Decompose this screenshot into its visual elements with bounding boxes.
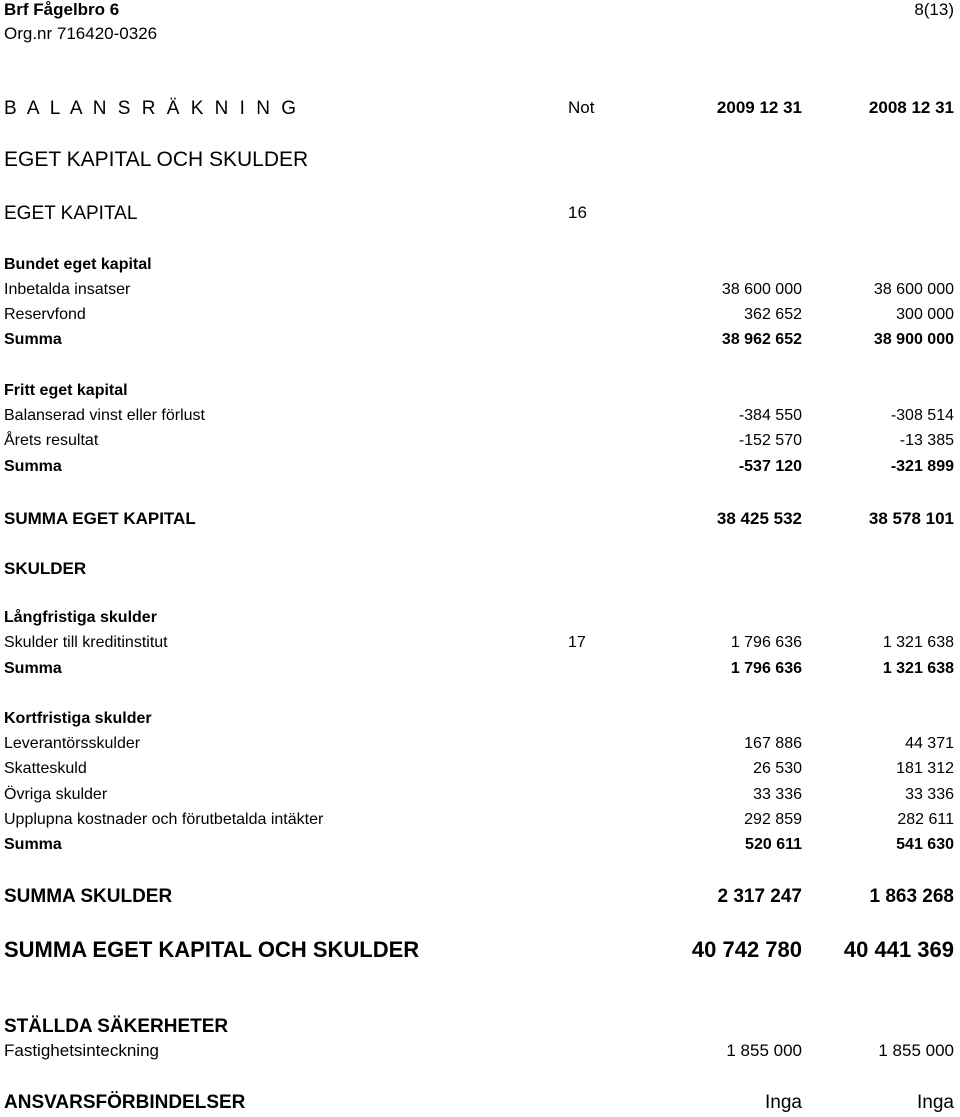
col-2008-header: 2008 12 31 <box>868 98 954 117</box>
page-number: 8(13) <box>914 0 954 19</box>
contingent-2008: Inga <box>917 1092 954 1113</box>
value-2009: -384 550 <box>738 407 802 424</box>
table-row <box>0 281 960 305</box>
row-label: Reservfond <box>4 306 86 323</box>
org-number: Org.nr 716420-0326 <box>4 24 158 43</box>
liabilities-heading-row <box>0 559 960 583</box>
long-term-heading-row <box>0 609 960 633</box>
table-row <box>0 735 960 759</box>
sum-label: Summa <box>4 660 62 677</box>
sum-2009: -537 120 <box>738 458 802 475</box>
table-row <box>0 432 960 456</box>
value-2008: 33 336 <box>905 786 954 803</box>
table-row <box>0 1041 960 1065</box>
sum-2009: 38 962 652 <box>721 331 802 348</box>
liabilities-total-2008: 1 863 268 <box>869 886 954 907</box>
col-2009-header: 2009 12 31 <box>716 98 802 117</box>
report-title: B A L A N S R Ä K N I N G <box>4 98 299 119</box>
liabilities-total-row <box>0 886 960 910</box>
sum-label: Summa <box>4 458 62 475</box>
row-label: Leverantörsskulder <box>4 735 141 752</box>
long-term-heading: Långfristiga skulder <box>4 609 157 626</box>
grand-total-label: SUMMA EGET KAPITAL OCH SKULDER <box>4 937 420 962</box>
value-2009: -152 570 <box>738 432 802 449</box>
equity-total-label: SUMMA EGET KAPITAL <box>4 509 196 528</box>
value-2009: 292 859 <box>744 811 802 828</box>
row-label: Skatteskuld <box>4 760 87 777</box>
row-label: Balanserad vinst eller förlust <box>4 407 205 424</box>
row-label: Upplupna kostnader och förutbetalda intäkter <box>4 811 324 828</box>
value-2009: 33 336 <box>753 786 802 803</box>
section-title-row <box>0 148 960 172</box>
sum-2008: 38 900 000 <box>873 331 954 348</box>
grand-total-2009: 40 742 780 <box>691 937 802 962</box>
contingent-label: ANSVARSFÖRBINDELSER <box>4 1092 246 1113</box>
sum-2008: 1 321 638 <box>882 660 954 677</box>
org-number-row <box>0 24 960 48</box>
grand-total-2008: 40 441 369 <box>843 937 954 962</box>
sum-row <box>0 660 960 684</box>
contingent-row <box>0 1092 960 1116</box>
table-row <box>0 786 960 810</box>
sum-row <box>0 331 960 355</box>
equity-note: 16 <box>568 203 587 222</box>
table-row <box>0 811 960 835</box>
value-2008: 1 321 638 <box>882 634 954 651</box>
row-note: 17 <box>568 634 586 651</box>
value-2008: 1 855 000 <box>878 1041 954 1060</box>
liabilities-total-label: SUMMA SKULDER <box>4 886 173 907</box>
value-2009: 1 796 636 <box>730 634 802 651</box>
equity-heading: EGET KAPITAL <box>4 203 138 224</box>
fritt-heading-row <box>0 382 960 406</box>
section-title: EGET KAPITAL OCH SKULDER <box>4 148 309 171</box>
bundet-heading-row <box>0 256 960 280</box>
grand-total-row <box>0 937 960 961</box>
bundet-heading: Bundet eget kapital <box>4 256 152 273</box>
sum-row <box>0 836 960 860</box>
pledged-heading-row <box>0 1016 960 1040</box>
org-name: Brf Fågelbro 6 <box>4 0 120 19</box>
page-header <box>0 0 960 24</box>
equity-total-row <box>0 509 960 533</box>
sum-2009: 1 796 636 <box>730 660 802 677</box>
value-2008: 44 371 <box>905 735 954 752</box>
title-row <box>0 98 960 122</box>
note-column-header: Not <box>568 98 595 117</box>
sum-2008: 541 630 <box>896 836 954 853</box>
liabilities-heading: SKULDER <box>4 559 87 578</box>
fritt-heading: Fritt eget kapital <box>4 382 128 399</box>
equity-total-2009: 38 425 532 <box>716 509 802 528</box>
value-2009: 26 530 <box>753 760 802 777</box>
row-label: Inbetalda insatser <box>4 281 131 298</box>
value-2008: -308 514 <box>890 407 954 424</box>
value-2009: 362 652 <box>744 306 802 323</box>
row-label: Årets resultat <box>4 432 99 449</box>
pledged-heading: STÄLLDA SÄKERHETER <box>4 1016 229 1037</box>
liabilities-total-2009: 2 317 247 <box>717 886 802 907</box>
value-2008: -13 385 <box>899 432 954 449</box>
value-2008: 181 312 <box>896 760 954 777</box>
row-label: Skulder till kreditinstitut <box>4 634 168 651</box>
row-label: Övriga skulder <box>4 786 108 803</box>
table-row <box>0 634 960 658</box>
sum-2009: 520 611 <box>745 836 802 853</box>
short-term-heading: Kortfristiga skulder <box>4 710 152 727</box>
value-2008: 300 000 <box>896 306 954 323</box>
table-row <box>0 306 960 330</box>
equity-total-2008: 38 578 101 <box>868 509 954 528</box>
sum-label: Summa <box>4 836 62 853</box>
short-term-heading-row <box>0 710 960 734</box>
table-row <box>0 760 960 784</box>
table-row <box>0 407 960 431</box>
sum-label: Summa <box>4 331 62 348</box>
contingent-2009: Inga <box>765 1092 802 1113</box>
equity-heading-row <box>0 203 960 227</box>
row-label: Fastighetsinteckning <box>4 1041 159 1060</box>
sum-row <box>0 458 960 482</box>
value-2009: 167 886 <box>744 735 802 752</box>
value-2008: 282 611 <box>897 811 954 828</box>
value-2009: 1 855 000 <box>726 1041 802 1060</box>
value-2008: 38 600 000 <box>873 281 954 298</box>
sum-2008: -321 899 <box>890 458 954 475</box>
value-2009: 38 600 000 <box>721 281 802 298</box>
